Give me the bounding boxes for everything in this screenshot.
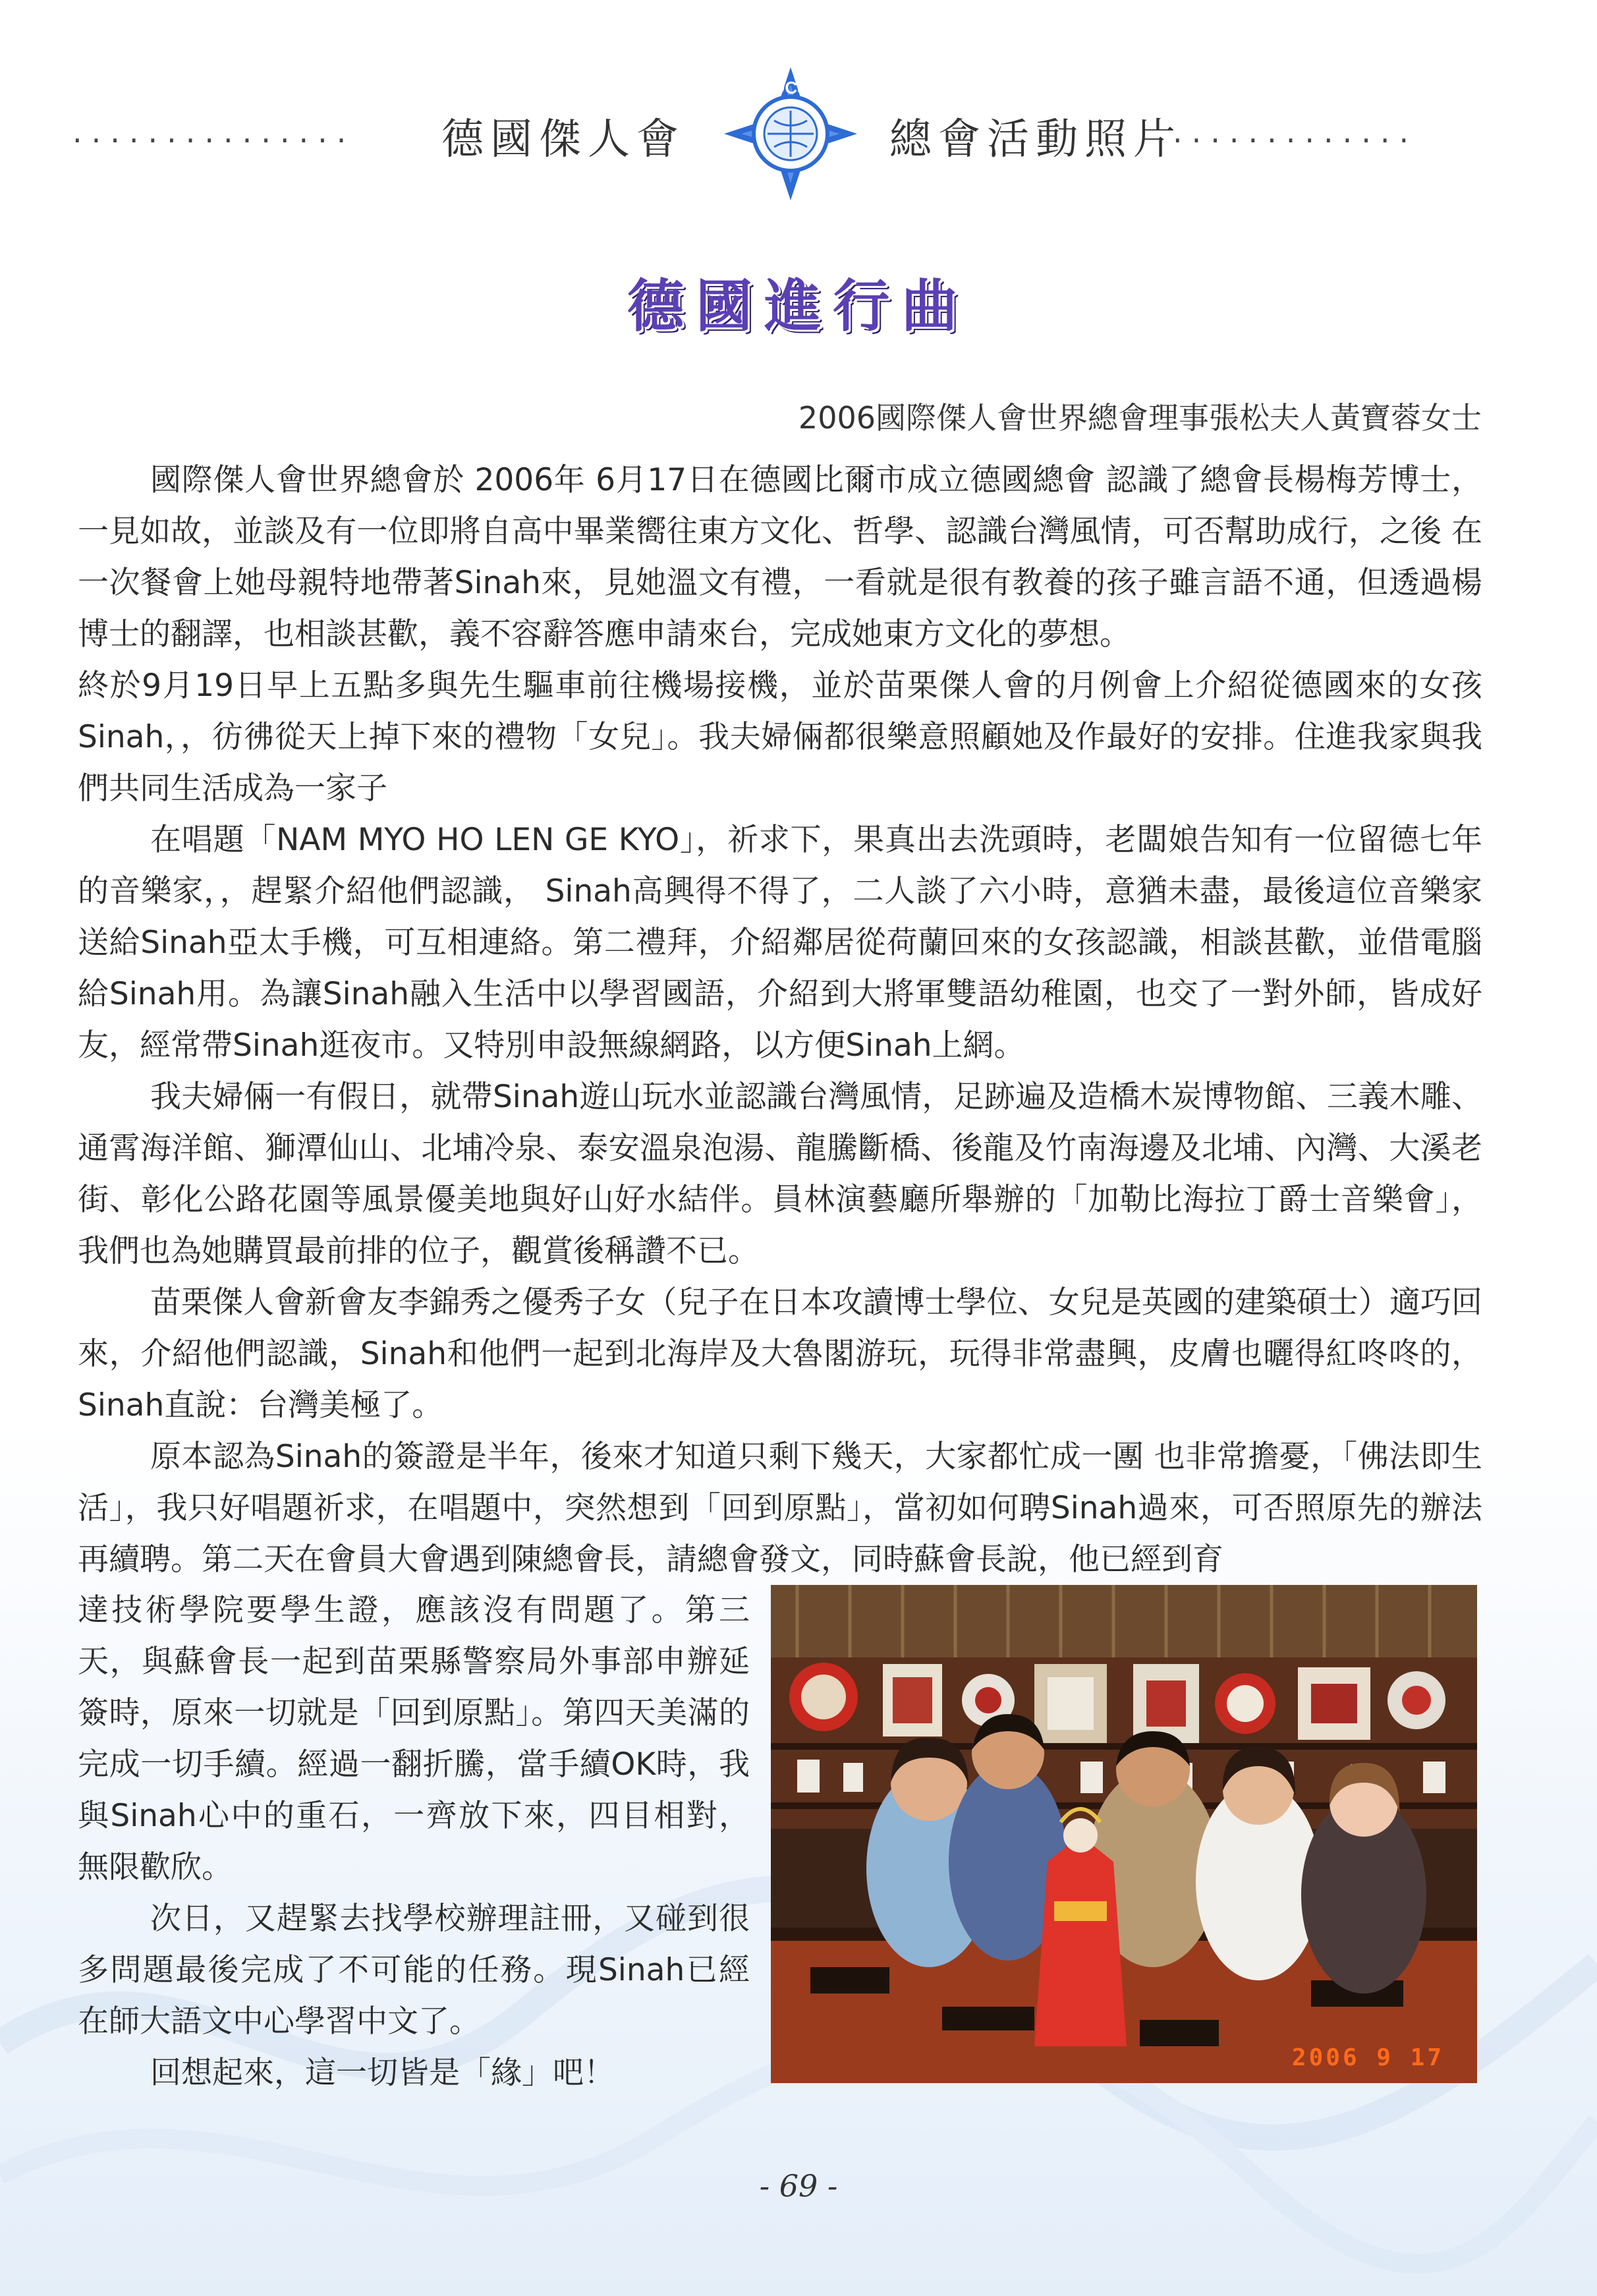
paragraph: 我夫婦倆一有假日，就帶Sinah遊山玩水並認識台灣風情，足跡遍及造橋木炭博物館、三義木雕、通霄海洋館、獅潭仙山、北埔冷泉、泰安溫泉泡湯、龍騰斷橋、後龍及竹南海邊及北埔、內灣、大溪老街、彰化公路花園等風景優美地與好山好水結伴。員林演藝廳所舉辦的「加勒比海拉丁爵士音樂會」，我們也為她購買最前排的位子，觀賞後稱讚不已。 <box>78 1079 1482 1269</box>
paragraph: 苗栗傑人會新會友李錦秀之優秀子女（兒子在日本攻讀博士學位、女兒是英國的建築碩士）適巧回來，介紹他們認識，Sinah和他們一起到北海岸及大魯閣游玩，玩得非常盡興，皮膚也曬得紅咚咚的， Sinah直說：台灣美極了。 <box>78 1284 1482 1423</box>
paragraph: 回想起來，這一切皆是「緣」吧！ <box>150 2055 615 2091</box>
page-header <box>72 65 1476 203</box>
header-dots-right: ............. <box>1173 114 1418 150</box>
header-dots-left: ............... <box>72 114 356 150</box>
paragraph: 終於9月19日早上五點多與先生驅車前往機場接機，並於苗栗傑人會的月例會上介紹從德國來的女孩Sinah，，彷彿從天上掉下來的禮物「女兒」。我夫婦倆都很樂意照顧她及作最好的安排。住進我家與我們共同生活成為一家子 <box>78 668 1482 807</box>
paragraph: 國際傑人會世界總會於 2006年 6月17日在德國比爾市成立德國總會 認識了總會長楊梅芳博士，一見如故，並談及有一位即將自高中畢業嚮往東方文化、哲學、認識台灣風情，可否幫助成行，之後 在一次餐會上她母親特地帶著Sinah來，見她溫文有禮，一看就是很有教養的孩子雖言語不通，但透過楊博士的翻譯，也相談甚歡，義不容辭答應申請來台，完成她東方文化的夢想。 <box>78 462 1482 652</box>
paragraph: 次日，又趕緊去找學校辦理註冊，又碰到很多問題最後完成了不可能的任務。現Sinah已經在師大語文中心學習中文了。 <box>78 1901 750 2040</box>
paragraph: 達技術學院要學生證，應該沒有問題了。第三天，與蘇會長一起到苗栗縣警察局外事部申辦延簽時，原來一切就是「回到原點」。第四天美滿的完成一切手續。經過一翻折騰，當手續OK時，我與Sinah心中的重石，一齊放下來，四目相對，無限歡欣。 <box>78 1592 750 1885</box>
photo-illustration <box>771 1585 1477 2083</box>
dcs-logo <box>721 65 860 203</box>
page-number: - 69 - <box>759 2168 838 2204</box>
article-body-bottom <box>78 1585 750 2099</box>
paragraph: 在唱題「NAM MYO HO LEN GE KYO」，祈求下，果真出去洗頭時，老闆娘告知有一位留德七年的音樂家，，趕緊介紹他們認識， Sinah高興得不得了，二人談了六小時，意猶未盡，最後這位音樂家送給Sinah亞太手機，可互相連絡。第二禮拜，介紹鄰居從荷蘭回來的女孩認識，相談甚歡，並借電腦給Sinah用。為讓Sinah融入生活中以學習國語，介紹到大將軍雙語幼稚園，也交了一對外師，皆成好友，經常帶Sinah逛夜市。又特別申設無線網路，以方便Sinah上網。 <box>78 822 1482 1064</box>
logo-text: DCS <box>772 78 809 98</box>
header-right-title: 總會活動照片 <box>889 115 1182 164</box>
header-left-title: 德國傑人會 <box>441 115 685 164</box>
article-title: 德國進行曲 <box>627 273 970 339</box>
group-photo <box>771 1585 1477 2083</box>
photo-date-stamp: 2006 9 17 <box>1291 2044 1444 2071</box>
article-body <box>78 455 1482 1586</box>
paragraph: 原本認為Sinah的簽證是半年，後來才知道只剩下幾天，大家都忙成一團 也非常擔憂，「佛法即生活」，我只好唱題祈求，在唱題中，突然想到「回到原點」，當初如何聘Sinah過來，可否照原先的辦法再續聘。第二天在會員大會遇到陳總會長，請總會發文，同時蘇會長說，他已經到育 <box>78 1439 1482 1578</box>
article-byline: 2006國際傑人會世界總會理事張松夫人黃寶蓉女士 <box>798 400 1482 436</box>
